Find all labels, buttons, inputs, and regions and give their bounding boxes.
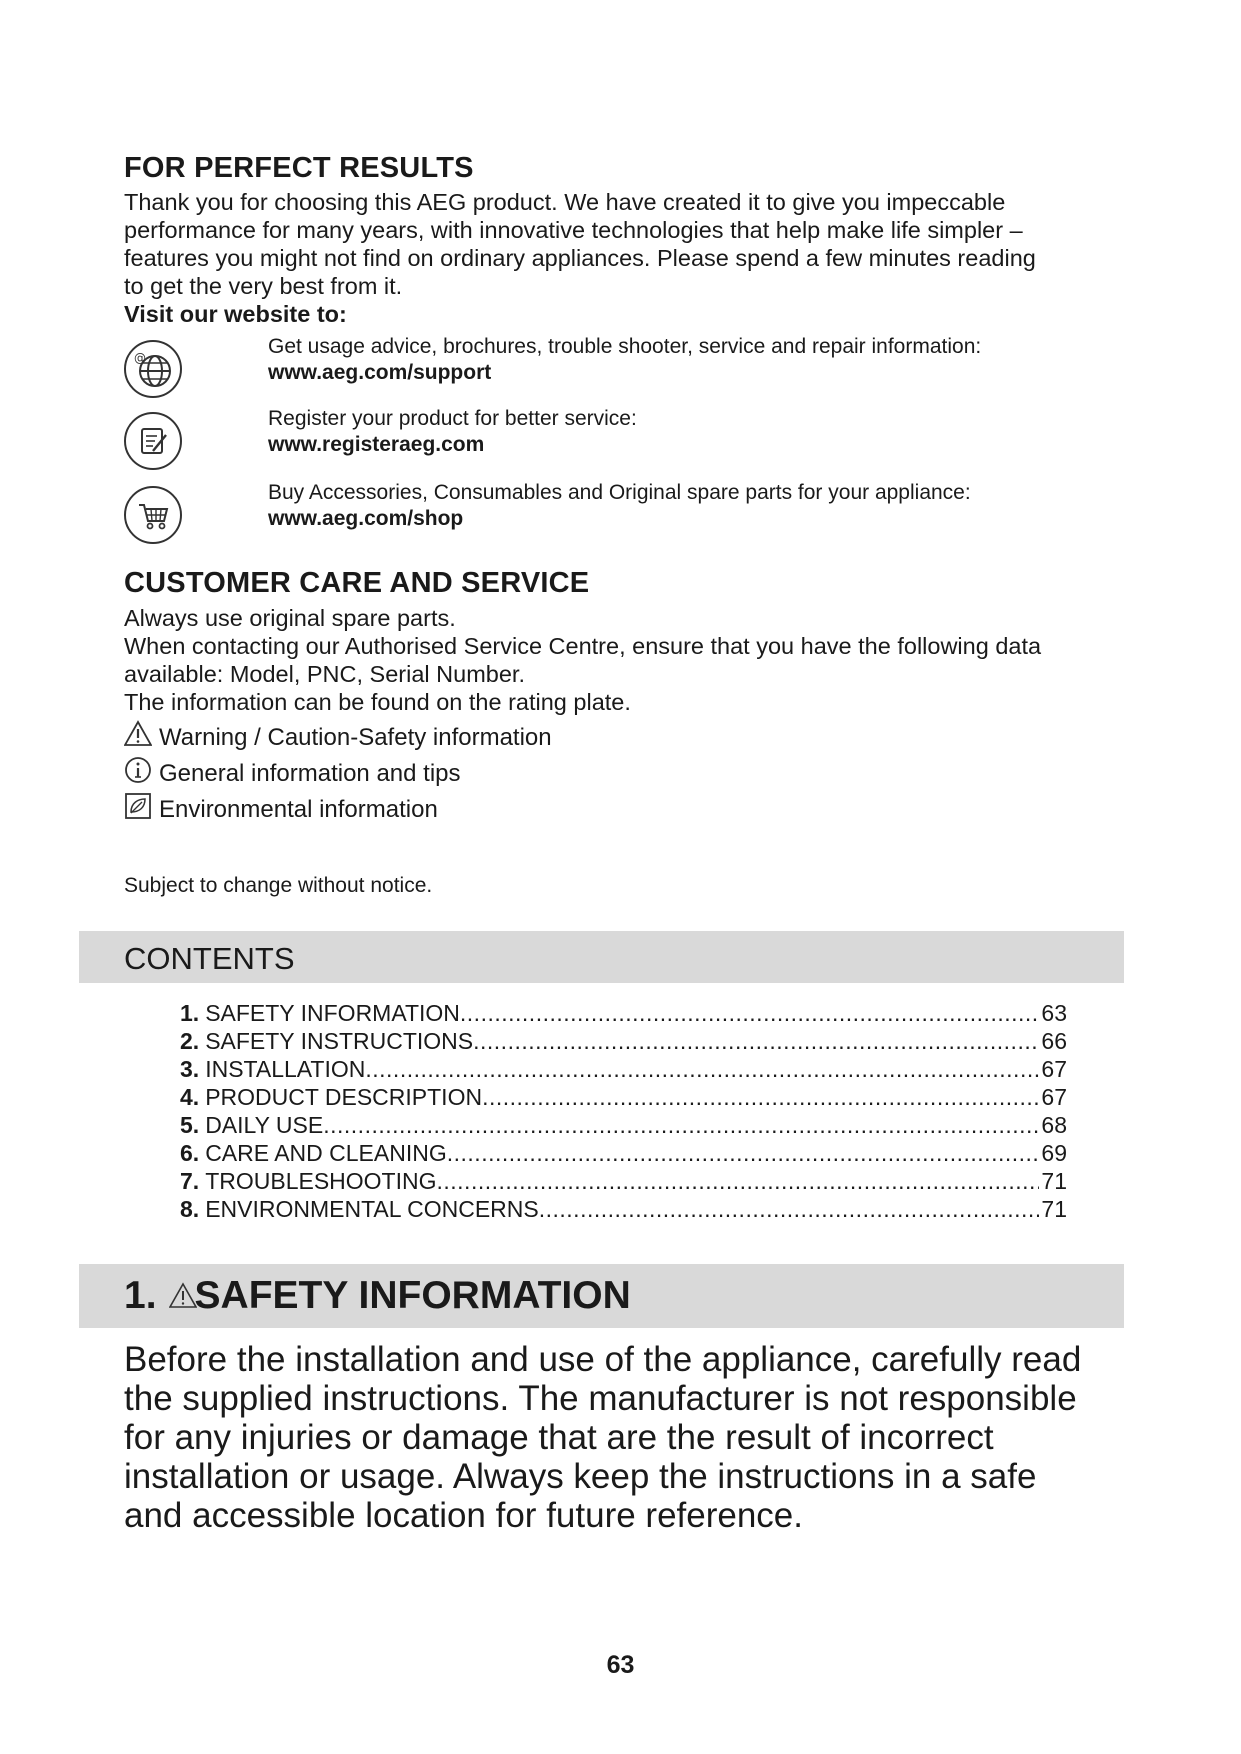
shop-link[interactable]: www.aeg.com/shop [268,507,464,530]
website-item-text: Get usage advice, brochures, trouble shooter, service and repair information: [268,335,982,358]
toc-leader-dots [447,1139,1040,1167]
text-line: and accessible location for future reference. [124,1496,803,1535]
toc-entry-page: 71 [1041,1168,1067,1194]
toc-entry[interactable] [180,1195,1067,1223]
toc-entry-title: SAFETY INFORMATION [205,1000,460,1026]
toc-entry-number: 8. [180,1196,200,1222]
toc-entry-number: 4. [180,1084,200,1110]
info-label: General information and tips [159,760,461,787]
toc-entry-page: 63 [1041,1000,1067,1026]
toc-leader-dots [482,1083,1039,1111]
toc-leader-dots [437,1167,1040,1195]
toc-entry[interactable] [180,1167,1067,1195]
toc-entry-page: 67 [1041,1056,1067,1082]
toc-entry-page: 69 [1041,1140,1067,1166]
toc-entry-page: 66 [1041,1028,1067,1054]
safety-intro [124,1340,1081,1535]
visit-website-label: Visit our website to: [124,301,347,327]
text-line: Thank you for choosing this AEG product. We have created it to give you impeccable [124,189,1006,215]
text-line: installation or usage. Always keep the instructions in a safe [124,1457,1037,1496]
toc-entry-number: 3. [180,1056,200,1082]
perfect-results-text [124,188,1036,300]
contents-heading: CONTENTS [124,941,295,976]
text-line: performance for many years, with innovative technologies that help make life simpler – [124,217,1023,243]
safety-heading [124,1274,631,1318]
warning-icon [124,720,152,748]
environment-label: Environmental information [159,796,438,823]
website-item-support [268,334,981,386]
website-item-shop [268,480,971,532]
toc-entry[interactable] [180,999,1067,1027]
text-line: available: Model, PNC, Serial Number. [124,661,525,687]
toc-entry[interactable] [180,1083,1067,1111]
toc-leader-dots [323,1111,1039,1139]
warning-label: Warning / Caution-Safety information [159,724,552,751]
text-line: to get the very best from it. [124,273,403,299]
toc-entry-title: CARE AND CLEANING [205,1140,447,1166]
toc-leader-dots [539,1195,1040,1223]
text-line: for any injuries or damage that are the result of incorrect [124,1418,994,1457]
toc-leader-dots [460,999,1040,1027]
globe-icon [124,340,182,398]
toc-entry-title: TROUBLESHOOTING [205,1168,437,1194]
toc-entry[interactable] [180,1055,1067,1083]
register-icon [124,412,182,470]
toc-entry[interactable] [180,1139,1067,1167]
toc-entry-title: INSTALLATION [205,1056,366,1082]
toc-entry-number: 5. [180,1112,200,1138]
svg-text:@: @ [134,351,146,365]
perfect-results-heading: FOR PERFECT RESULTS [124,152,474,184]
section-title: SAFETY INFORMATION [194,1274,631,1317]
customer-care-heading: CUSTOMER CARE AND SERVICE [124,567,590,599]
environment-icon [124,792,152,820]
toc-entry-title: SAFETY INSTRUCTIONS [205,1028,474,1054]
toc-entry-title: ENVIRONMENTAL CONCERNS [205,1196,539,1222]
info-icon [124,756,152,784]
customer-care-text [124,604,1041,716]
toc-leader-dots [473,1027,1039,1055]
toc-entry-number: 2. [180,1028,200,1054]
shopping-cart-icon [124,486,182,544]
toc-entry-page: 71 [1041,1196,1067,1222]
text-line: Before the installation and use of the appliance, carefully read [124,1340,1082,1379]
toc-entry-page: 68 [1041,1112,1067,1138]
toc-entry-page: 67 [1041,1084,1067,1110]
text-line: Always use original spare parts. [124,605,456,631]
warning-icon [169,1282,197,1310]
text-line: When contacting our Authorised Service Centre, ensure that you have the following data [124,633,1042,659]
change-notice: Subject to change without notice. [124,874,433,897]
toc-entry[interactable] [180,1111,1067,1139]
text-line: The information can be found on the rating plate. [124,689,631,715]
toc-entry-number: 6. [180,1140,200,1166]
website-item-register [268,406,637,458]
text-line: features you might not find on ordinary appliances. Please spend a few minutes reading [124,245,1036,271]
page-number: 63 [606,1651,635,1679]
toc-entry-number: 1. [180,1000,200,1026]
support-link[interactable]: www.aeg.com/support [268,361,492,384]
toc-entry-number: 7. [180,1168,200,1194]
toc-entry-title: PRODUCT DESCRIPTION [205,1084,483,1110]
toc-entry[interactable] [180,1027,1067,1055]
register-link[interactable]: www.registeraeg.com [268,433,485,456]
toc-leader-dots [365,1055,1039,1083]
text-line: the supplied instructions. The manufacturer is not responsible [124,1379,1077,1418]
website-item-text: Register your product for better service: [268,407,637,430]
toc-entry-title: DAILY USE [205,1112,324,1138]
website-item-text: Buy Accessories, Consumables and Original spare parts for your appliance: [268,481,971,504]
section-number: 1. [124,1274,157,1317]
